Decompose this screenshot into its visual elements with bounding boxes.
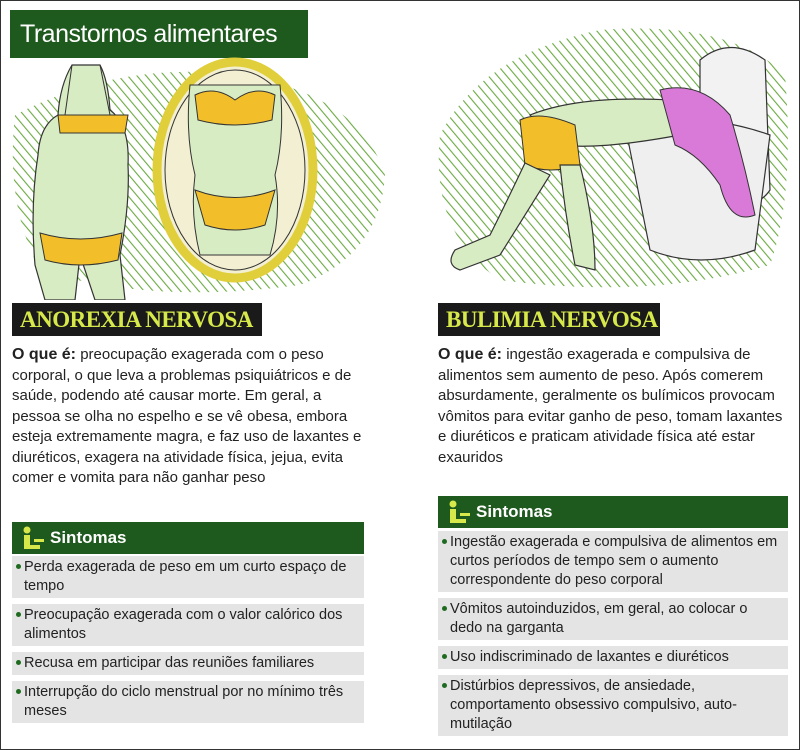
mirror xyxy=(157,62,313,278)
bulimia-illustration xyxy=(400,15,795,300)
bulimia-what-label: O que é: xyxy=(438,346,503,363)
anorexia-symptoms-title: Sintomas xyxy=(50,528,127,547)
anorexia-what-text: preocupação exagerada com o peso corporal, o que leva a problemas psiquiátricos e de saúde, podendo até causar morte. Em geral, a pessoa se olha no espelho e se vê obesa, embora esteja extremamente magra, e faz uso de laxantes e diuréticos, exagera na atividade física, jejua, evita comer e vomita para não ganhar peso xyxy=(12,346,362,486)
bulimia-description xyxy=(438,345,788,468)
bulimia-what-text: ingestão exagerada e compulsiva de alimentos sem aumento de peso. Após comerem absurdamente, geralmente os bulímicos provocam vômitos para evitar ganho de peso, tomam laxantes e diuréticos e praticam atividade física até estar exauridos xyxy=(438,346,783,466)
list-item: Vômitos autoinduzidos, em geral, ao colocar o dedo na garganta xyxy=(438,598,788,640)
anorexia-symptoms-header xyxy=(12,522,364,554)
anorexia-description xyxy=(12,345,364,489)
bulimia-heading: BULIMIA NERVOSA xyxy=(438,303,660,336)
bulimia-symptoms-list xyxy=(438,531,788,742)
person-eating-icon xyxy=(446,499,472,525)
bulimia-symptoms-title: Sintomas xyxy=(476,502,553,521)
list-item: Perda exagerada de peso em um curto espaço de tempo xyxy=(12,556,364,598)
anorexia-what-label: O que é: xyxy=(12,346,77,363)
list-item: Preocupação exagerada com o valor calórico dos alimentos xyxy=(12,604,364,646)
bulimia-symptoms-header xyxy=(438,496,788,528)
anorexia-heading: ANOREXIA NERVOSA xyxy=(12,303,262,336)
list-item: Ingestão exagerada e compulsiva de alimentos em curtos períodos de tempo sem o aumento correspondente do peso corporal xyxy=(438,531,788,592)
list-item: Distúrbios depressivos, de ansiedade, comportamento obsessivo compulsivo, auto-mutilação xyxy=(438,675,788,736)
list-item: Recusa em participar das reuniões familiares xyxy=(12,652,364,675)
page-title: Transtornos alimentares xyxy=(10,10,308,58)
list-item: Uso indiscriminado de laxantes e diuréticos xyxy=(438,646,788,669)
anorexia-illustration xyxy=(0,55,400,300)
person-eating-icon xyxy=(20,525,46,551)
list-item: Interrupção do ciclo menstrual por no mínimo três meses xyxy=(12,681,364,723)
anorexia-symptoms-list xyxy=(12,556,364,729)
